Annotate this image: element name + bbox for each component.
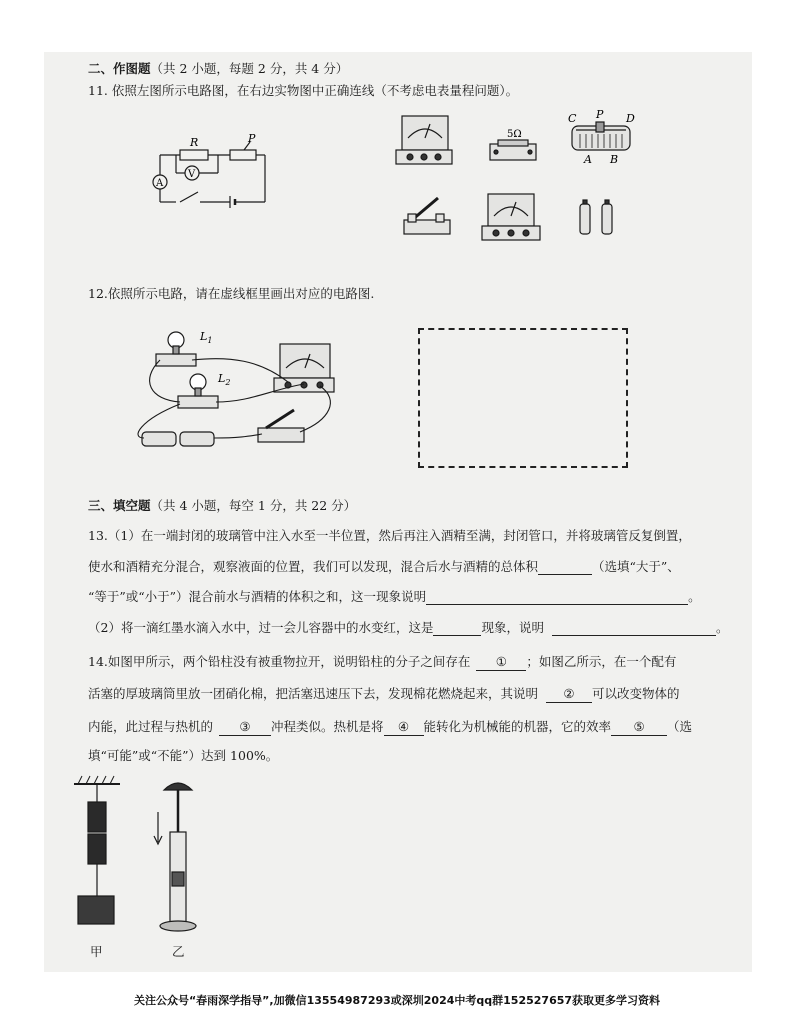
L2-label: $L_2$	[218, 372, 231, 387]
fig-jia-label: 甲	[90, 944, 103, 959]
q14-blank-3[interactable]: ③	[219, 719, 271, 736]
q14-line2-tail: 可以改变物体的	[592, 686, 680, 701]
slider-P-label: P	[248, 132, 256, 145]
answer-dashed-box[interactable]	[418, 328, 628, 468]
meter-icon	[274, 344, 334, 392]
section2-heading-row	[88, 61, 348, 77]
switch-icon	[258, 410, 304, 442]
bulb-L1-icon	[156, 332, 196, 366]
q14-line1-text: 14.如图甲所示，两个铅柱没有被重物拉开，说明铅柱的分子之间存在	[88, 654, 471, 669]
q13-line1: 13.（1）在一端封闭的玻璃管中注入水至一半位置，然后再注入酒精至满，封闭管口，并将玻璃管反复倒置，	[88, 528, 691, 543]
section2-heading-note: （共 2 小题，每题 2 分，共 4 分）	[150, 61, 349, 76]
q14-line3-tail: （选	[667, 719, 693, 734]
section3-heading-note: （共 4 小题，每空 1 分，共 22 分）	[150, 498, 357, 513]
resistor-5ohm-label: 5Ω	[507, 129, 522, 140]
q14-line2	[88, 686, 680, 703]
q14-blank-5[interactable]: ⑤	[611, 719, 667, 736]
q14-line1-tail: ；如图乙所示，在一个配有	[526, 654, 677, 669]
fig-jia-lead-cylinders	[68, 772, 128, 942]
section3-heading: 三、填空题	[88, 498, 151, 513]
rheostat-B-label: B	[610, 153, 619, 166]
ammeter-icon	[396, 116, 452, 164]
resistor-5ohm-icon	[490, 140, 536, 160]
q14-line3-mid: 冲程类似。热机是将	[271, 719, 384, 734]
q13-line4	[88, 620, 729, 636]
section3-heading-row	[88, 498, 356, 514]
q14-line3	[88, 719, 692, 736]
q11-text: 11. 依照左图所示电路图，在右边实物图中正确连线（不考虑电表量程问题）。	[88, 83, 519, 98]
fig-yi-fire-piston	[150, 772, 210, 942]
q11-components	[390, 108, 650, 248]
q13-line3-text: “等于”或“小于”）混合前水与酒精的体积之和，这一现象说明	[88, 589, 427, 604]
q13-blank-reason[interactable]	[552, 621, 716, 636]
q13-line2-text: 使水和酒精充分混合，观察液面的位置，我们可以发现，混合后水与酒精的总体积	[88, 559, 539, 574]
q13-line4-mid: 现象，说明	[481, 620, 544, 635]
rheostat-icon	[572, 122, 630, 150]
voltmeter-V-label: V	[188, 169, 196, 180]
fig-yi-label: 乙	[172, 944, 185, 959]
q14-blank-2[interactable]: ②	[546, 686, 592, 703]
L1-label: $L_1$	[200, 330, 213, 345]
q14-line1	[88, 654, 676, 671]
q14-blank-4[interactable]: ④	[384, 719, 424, 736]
q13-line3	[88, 589, 701, 605]
switch-icon	[404, 198, 450, 234]
bulb-L2-icon	[178, 374, 218, 408]
q13-line4-text: （2）将一滴红墨水滴入水中，过一会儿容器中的水变红，这是	[88, 620, 434, 635]
q13-blank-volume[interactable]	[538, 560, 592, 575]
q14-line3-text: 内能，此过程与热机的	[88, 719, 214, 734]
battery-pack-icon	[142, 432, 214, 446]
q14-line4: 填“可能”或“不能”）达到 100%。	[88, 748, 279, 763]
q12-text: 12.依照所示电路，请在虚线框里画出对应的电路图.	[88, 286, 375, 301]
q13-blank-phenomenon[interactable]	[433, 621, 481, 636]
rheostat-A-label: A	[584, 153, 592, 166]
rheostat-C-label: C	[568, 112, 577, 125]
rheostat-D-label: D	[626, 112, 635, 125]
q14-blank-1[interactable]: ①	[476, 654, 526, 671]
battery-icon	[580, 200, 612, 234]
ammeter-A-label: A	[156, 178, 164, 189]
q13-line3-tail: 。	[688, 589, 701, 604]
q14-line3-mid2: 能转化为机械能的机器，它的效率	[423, 719, 612, 734]
q13-line2	[88, 559, 680, 575]
q13-line4-tail: 。	[715, 620, 729, 635]
section2-heading: 二、作图题	[88, 61, 151, 76]
q13-line2-tail: （选填“大于”、	[592, 559, 680, 574]
q14-line2-text: 活塞的厚玻璃筒里放一团硝化棉，把活塞迅速压下去，发现棉花燃烧起来，其说明	[88, 686, 539, 701]
footer-notice: 关注公众号“春雨深学指导”,加微信13554987293或深圳2024中考qq群152527657获取更多学习资料	[133, 994, 661, 1007]
q12-physical-circuit	[130, 320, 370, 465]
rheostat-P-label: P	[596, 108, 604, 121]
q11-circuit-diagram	[140, 130, 275, 215]
q13-blank-explain[interactable]	[426, 590, 688, 605]
resistor-R-label: R	[190, 136, 199, 149]
voltmeter-icon	[482, 194, 540, 240]
